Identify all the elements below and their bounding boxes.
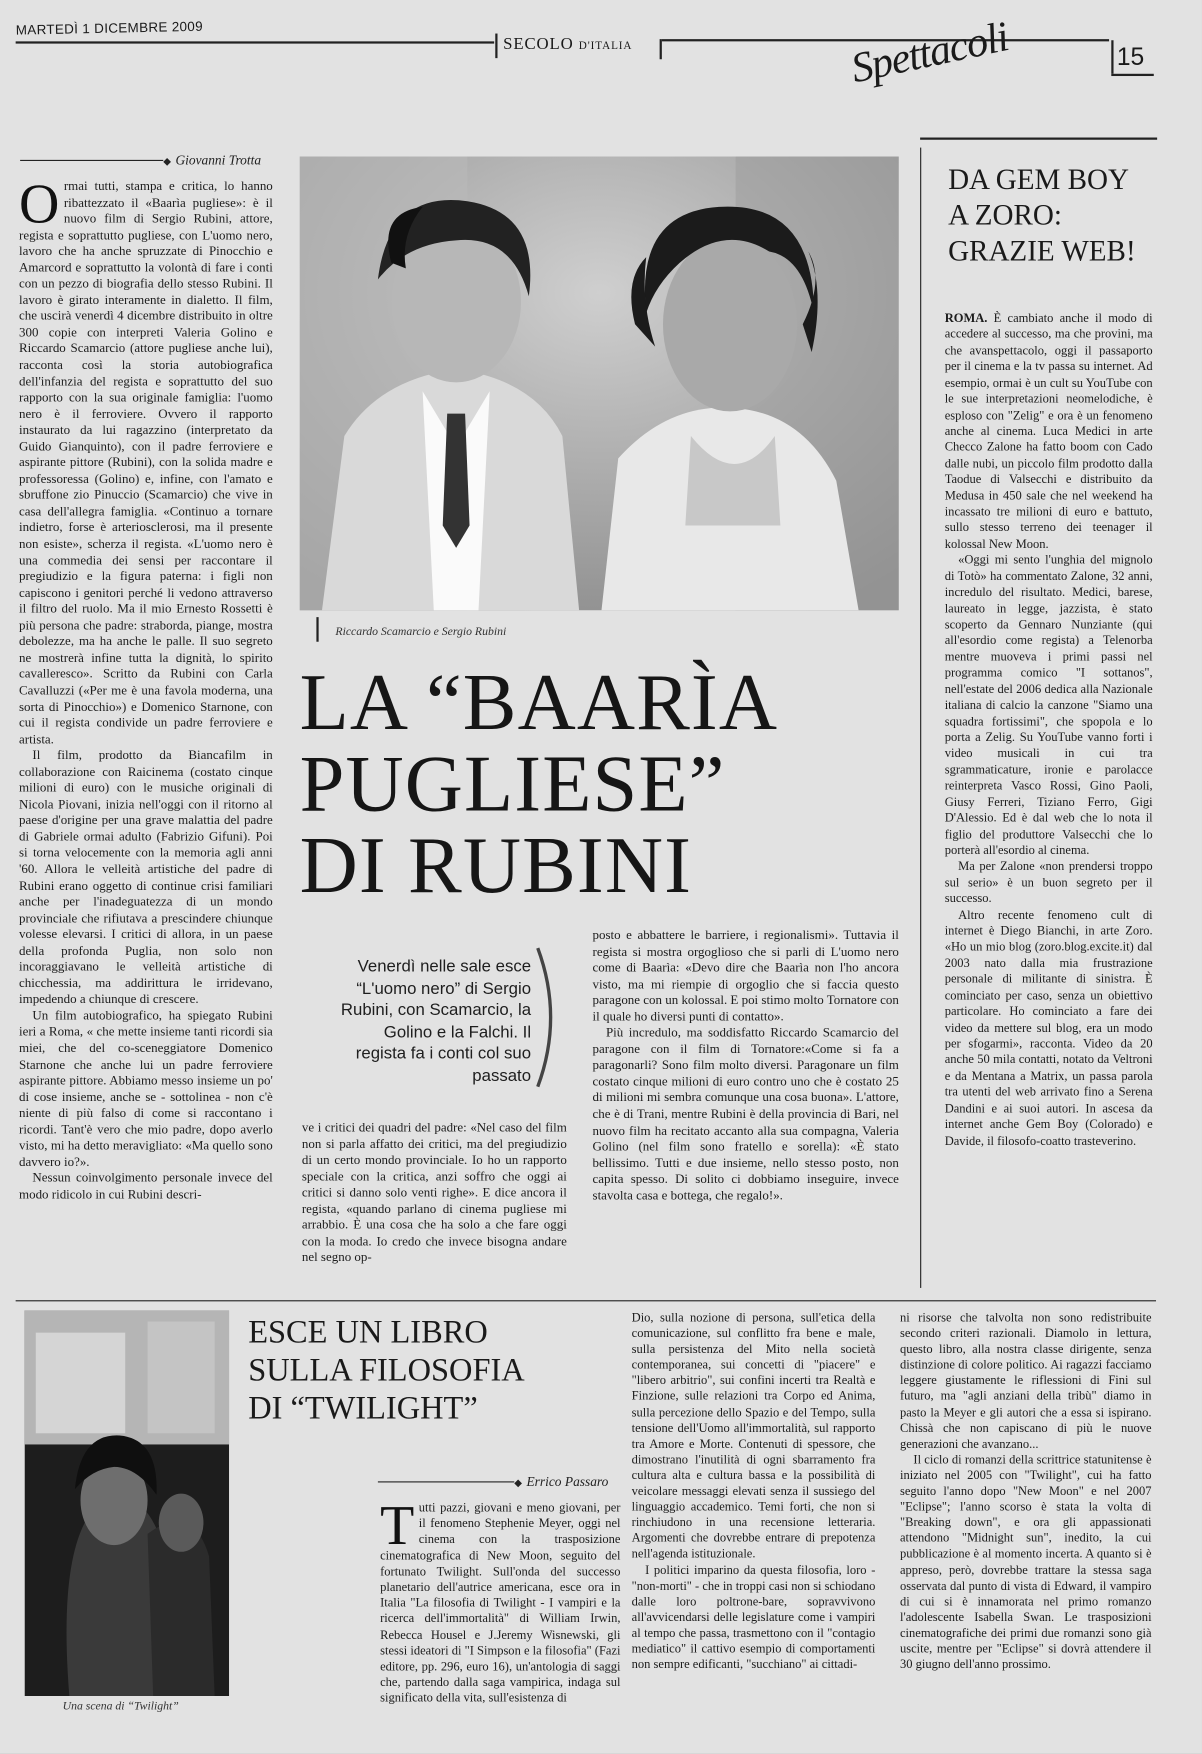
twilight-photo xyxy=(25,1310,230,1696)
main-col1-p2: Il film, prodotto da Biancafilm in collaborazione con Raicinema (costato cinque milioni di euro) con le musiche originali di Nicola Piovani, inizia nell'oggi con il ritorno al paese d'origine per una grave malattia del padre di Gabriele ormai adulto (Fabrizio Gifuni). Poi si torna velocemente con la memoria agli anni '60. Allora le velleità artistiche del padre di Rubini erano oggetto di continue crisi familiari anche per l'inadeguatezza di un mondo provinciale che rifiutava a prescindere chiunque volesse elevarsi. I critici di allora, in un paese della profonda Puglia, non solo non incoraggiavano le velleità artistiche di chicchessia, ma addirittura le irridevano, impedendo a chiunque di crescere. xyxy=(19,748,273,1007)
page-number-tick xyxy=(1111,40,1113,74)
main-article-column-3 xyxy=(593,928,899,1284)
main-col1-p4: Nessun coinvolgimento personale invece del modo ridicolo in cui Rubini descri- xyxy=(19,1170,273,1202)
twilight-photo-caption: Una scena di “Twilight” xyxy=(62,1700,179,1713)
headline-line-2: PUGLIESE” xyxy=(299,738,726,829)
bottom-section-rule xyxy=(16,1300,1156,1301)
main-col2-p1: ve i critici dei quadri del padre: «Nel caso del film non si parla affatto dei critici, ma del pregiudizio di un certo mondo provinciale. Io ho un rapporto speciale con la critica, anzi soffro che oggi ai critici si danno solo venti righe». E dice ancora il regista, «quando parlano di cinema pugliese mi arrabbio. È una cosa che ha solo a che fare oggi con la moda. Io credo che invece bisogna andare nel segno op- xyxy=(301,1120,567,1265)
side-headline-line-1: DA GEM BOY xyxy=(948,163,1129,196)
side-headline xyxy=(948,162,1160,269)
main-headline xyxy=(299,657,904,911)
main-byline: ◆ Giovanni Trotta xyxy=(163,152,261,169)
bottom-col2-p2: I politici imparino da questa filosofia, loro - "non-morti" - che in troppi casi non si schiodano dalle loro poltrone-bare, sopravvivono all'avvicendarsi delle legislature come i vampiri al tempo che passa, trasmettono con il "contagio mediatico" il cattivo esempio di comportamenti non sempre edificanti, "succhiano" ai cittadi- xyxy=(631,1563,876,1672)
bottom-col3-p2: Il ciclo di romanzi della scrittrice statunitense è iniziato nel 2005 con "Twilight", cui ha fatto seguito l'anno dopo "New Moon" e nel 2007 "Eclipse"; l'anno scorso è stata la volta di "Breaking down", e ora gli appassionati attendono "Midnight sun", inedito, la cui pubblicazione è al momento incerta. A quanto si è appreso, però, dovrebbe trattare la stessa saga osservata dal punto di vista di Edward, il vampiro di cui si è innamorata nel primo romanzo l'adolescente Isabella Swan. Le trasposizioni cinematografiche dei primi due romanzi sono già uscite, mentre per "Eclipse" si dovrà attendere il 30 giugno dell'anno prossimo. xyxy=(899,1453,1152,1672)
bottom-article-column-2 xyxy=(632,1310,876,1724)
section-name: Spettacoli xyxy=(847,13,1013,93)
main-article-column-2 xyxy=(302,1120,567,1285)
bottom-col1-p1: utti pazzi, giovani e meno giovani, per il fenomeno Stephenie Meyer, oggi nel cinema con la trasposizione cinematografica di New Moon, seguito del fortunato Twilight. Sull'onda del successo planetario dell'autrice americana, esce ora in Italia "La filosofia di Twilight - I vampiri e la ricerca dell'immortalità" di William Irwin, Rebecca Housel e J.Jeremy Wisnewski, gli stessi ideatori di "I Simpson e la filosofia" (Fazi editore, pp. 296, euro 16), un'antologia di saggi che, partendo dalla saga vampirica, indaga sul significato della vita, sull'esistenza di xyxy=(380,1501,621,1706)
drop-cap: O xyxy=(19,178,60,235)
main-article-column-1 xyxy=(19,179,273,1280)
twilight-scene-photo xyxy=(25,1310,230,1696)
main-photo xyxy=(300,157,899,611)
bottom-headline-line-3: DI “TWILIGHT” xyxy=(248,1390,478,1427)
main-col1-p1: rmai tutti, stampa e critica, lo hanno ribattezzato il «Baarìa pugliese»: è il nuovo film di Sergio Rubini, attore, regista e soprattutto pugliese, con L'uomo nero, lavoro che ha anche spruzzate di Pinocchio e Amarcord e soprattutto la volontà di fare i conti con un pezzo di biografia dello stesso Rubini. Il lavoro è girato interamente in dialetto. Il film, che uscirà venerdì 4 dicembre distribuito in oltre 300 copie con interpreti Valeria Golino e Riccardo Scamarcio (attore pugliese anche lui), racconta così la storia autobiografica dell'infanzia del regista e soprattutto del suo rapporto con la sua originale famiglia: l'uomo nero è il ferroviere. Ovvero il rapporto instaurato da lui ragazzino (interpretato da Guido Gianquinto), con il padre ferroviere e aspirante pittore (Rubini), con la solida madre e professoressa (Golino) e, infine, con l'amato e sbruffone zio Pinuccio (Scamarcio) che vive in casa dell'allegra famiglia. «Continuo a tornare indietro, forse è arteriosclerosi, ma il presente non esiste», scherza il regista. «L'uomo nero è una commedia dei sensi per raccontare il pregiudizio e la figura paterna: i figli non capiscono i genitori perché li vedono attraverso il filtro del ruolo. Ma il mio Ernesto Rossetti è più persona che padre: straborda, piange, mostra debolezze, ma ha anche le palle. Il suo segreto ne mostrerà infine tutta la dignità, lo spirito cavalleresco». Scritto da Rubini con Carla Cavalluzzi («Per me è una favola moderna, una sorta di Pinocchio») e Domenico Starnone, con cui il regista condivide un padre ferroviere e artista. xyxy=(19,178,273,747)
headline-line-3: DI RUBINI xyxy=(299,820,693,911)
main-col1-p3: Un film autobiografico, ha spiegato Rubini ieri a Roma, « che mette insieme tanti ricordi sia miei, che del co-sceneggiatore Domenico Starnone che anche lui un padre ferroviere aspirante pittore. Abbiamo messo insieme un po' di cose insieme, anche se - sottolinea - non c'è niente di più falso di come si raccontano i ricordi. Tant'è vero che mio padre, dopo averlo visto, mi ha detto meravigliato: «Ma quello sono davvero io?». xyxy=(19,1008,273,1170)
scamarcio-rubini-photo xyxy=(300,157,899,611)
main-col3-p2: Più incredulo, ma soddisfatto Riccardo Scamarcio del paragone con il film di Tornatore:«Come si fa a paragonarli? Sono film molto diversi. Paragonare un film costato cinque milioni di euro contro uno che è costato 25 di milioni mi sembra comunque una cosa buona». L'attore, che è di Trani, mentre Rubini è della provincia di Bari, nel nuovo film ha recitato accanto alla sua compagna, Valeria Golino (nel film sono fratello e sorella): «È stato bellissimo. Tutti e due insieme, nello stesso posto, non capita spesso. Di solito ci dobbiamo inseguire, invece stavolta casa e bottega, che regalo!». xyxy=(592,1025,899,1203)
main-photo-caption: Riccardo Scamarcio e Sergio Rubini xyxy=(335,626,507,639)
side-dateline: ROMA. xyxy=(944,311,988,326)
headline-line-1: LA “BAARÌA xyxy=(299,657,779,747)
bottom-byline-rule xyxy=(378,1481,514,1482)
bottom-col3-p1: ni risorse che talvolta non sono redistribuite secondo criteri razionali. Diamolo in lettura, questo libro, alla nostra classe dirigente, senza distinzione di colore politico. Ai ragazzi facciamo leggere giustamente le riflessioni di Fini sul futuro, ma "agli anziani della tribù" diamo in pasto la Meyer e gli autori che a essa si ispirano. Chissà che non capiscano di più le nuove generazioni che avanzano... xyxy=(899,1311,1152,1451)
side-top-rule xyxy=(920,138,1157,140)
paper-title: SECOLO xyxy=(503,35,574,54)
masthead-tick-2 xyxy=(660,39,662,59)
paper-name xyxy=(503,36,632,55)
standfirst: Venerdì nelle sale esce “L'uomo nero” di Sergio Rubini, con Scamarcio, la Golino e la Falchi. Il regista fa i conti col suo passato xyxy=(340,957,532,1086)
bottom-byline: ◆ Errico Passaro xyxy=(514,1474,608,1491)
side-p4: Altro recente fenomeno cult di internet è Diego Bianchi, in arte Zoro. «Ho un mio blog (zoro.blog.excite.it) dal 2003 nato dalla mia frustrazione personale di militante di sinistra. È cominciato per caso, senza un obiettivo particolare. Ho cominciato a fare dei video da mettere sul blog, era un modo per sfogarmi», racconta. Video da 20 anche 50 mila contatti, notato da Veltroni e da Mentana a Matrix, un passa parola tra utenti del web arrivato fino a Serena Dandini e ai suoi autori. In ascesa da internet anche Gem Boy (Colorado) e Davide, il filosofo-coatto trasteverino. xyxy=(944,908,1153,1148)
side-p2: «Oggi mi sento l'unghia del mignolo di Totò» ha commentato Zalone, 32 anni, incredulo del risultato. Medici, barese, laureato in legge, jazzista, è stato scoperto da Gennaro Nunziante (qui all'esordio come regista) a Telenorba mentre muoveva i primi passi nel programma comico "I sottanos", nell'estate del 2006 dedica alla Nazionale italiana di calcio la canzone "Siamo una squadra fortissimi", che spopola e lo porta a Zelig. Su YouTube vanno forti i video musicali in cui tra sgrammaticature, ironie e parolacce reinterpreta Vasco Rossi, Gino Paoli, Giusy Ferreri, Tiziano Ferro, Gigi D'Alessio. Ed è dal web che lo nota il figlio del produttore Valsecchi che lo porterà all'esordio al cinema. xyxy=(944,553,1153,858)
bottom-article-column-3 xyxy=(900,1310,1152,1724)
page-number-underline xyxy=(1111,74,1153,76)
bottom-article-column-1 xyxy=(380,1500,620,1721)
bottom-headline-line-1: ESCE UN LIBRO xyxy=(248,1314,488,1351)
side-p1: È cambiato anche il modo di accedere al successo, ma che provini, ma che avanspettacolo, oggi il passaporto per il cinema e la tv passa su internet. Ad esempio, ormai è un cult su YouTube con le sue interpretazioni neomelodiche, è esploso con "Zelig" e ora è un fenomeno anche al cinema. Luca Medici in arte Checco Zalone ha fatto boom con Cado dalle nubi, un piccolo film prodotto dalla Taodue di Valsecchi e distribuito da Medusa in 450 sale che nel weekend ha incassato tre milioni di euro e battuto, sullo stesso terreno dei teenager il kolossal New Moon. xyxy=(944,311,1153,552)
issue-date: MARTEDÌ 1 DICEMBRE 2009 xyxy=(15,18,204,39)
page-number: 15 xyxy=(1116,42,1145,71)
side-headline-line-2: A ZORO: xyxy=(948,199,1062,232)
side-article-body xyxy=(945,311,1153,1286)
bottom-headline xyxy=(248,1314,606,1428)
bottom-col2-p1: Dio, sulla nozione di persona, sull'etica della comunicazione, sul conflitto fra bene e male, sulla persistenza del Mito nella società contemporanea, sui concetti di "piacere" e "libero arbitrio", sui confini incerti tra Realtà e Finzione, sulle relazioni tra Corpo ed Anima, sulla percezione dello Spazio e del Tempo, sulla tensione dell'Uomo all'immortalità, sul rapporto tra Amore e Morte. Contenuti di spessore, che dimostrano l'inutilità di ogni sbarramento fra cultura alta e cultura bassa e la possibilità di veicolare messaggi elevati senza il sussiego del linguaggio accademico. Temi forti, che non si rinchiudono in una recensione letteraria. Argomenti che dovrebbe entrare di prepotenza nell'agenda istituzionale. xyxy=(631,1311,876,1562)
side-headline-line-3: GRAZIE WEB! xyxy=(948,234,1136,268)
caption-tick xyxy=(316,617,318,642)
byline-rule xyxy=(20,160,163,161)
masthead-rule-left xyxy=(16,41,495,43)
main-col3-p1: posto e abbattere le barriere, i regionalismi». Tuttavia il regista si mostra orgoglioso che si parli di L'uomo nero come di Baarìa: «Devo dire che Baarìa non l'ho ancora visto, ma mi riempie di orgoglio che si faccia questo paragone con un kolossal. E poi stimo molto Tornatore con il quale ho diversi punti di contatto». xyxy=(592,927,899,1024)
bottom-drop-cap: T xyxy=(380,1500,415,1557)
masthead-tick-1 xyxy=(495,34,497,59)
side-p3: Ma per Zalone «non prendersi troppo sul serio» è un buon segreto per il successo. xyxy=(944,860,1153,906)
paper-suffix: D'ITALIA xyxy=(578,40,633,53)
bottom-headline-line-2: SULLA FILOSOFIA xyxy=(248,1352,525,1389)
standfirst-bracket xyxy=(532,945,566,1090)
side-column-divider xyxy=(920,148,921,1288)
